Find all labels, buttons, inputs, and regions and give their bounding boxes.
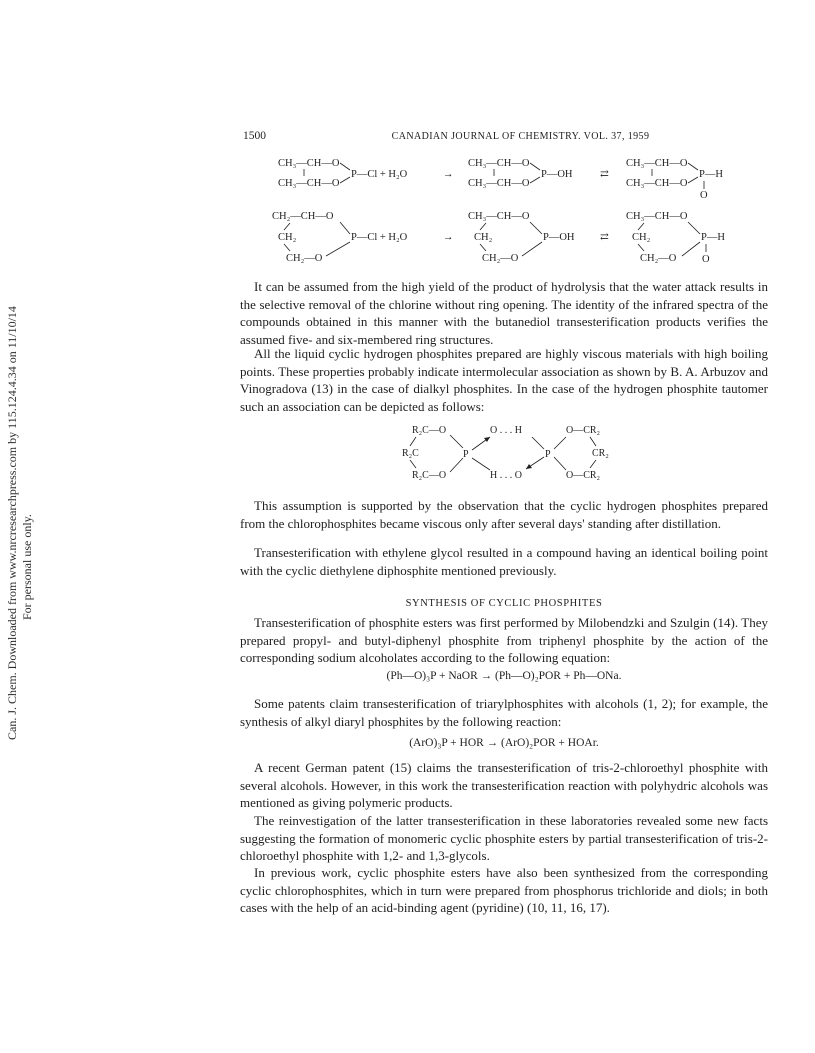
row2-tautomer <box>626 211 725 265</box>
hydrolysis-scheme <box>260 152 780 272</box>
formula-text: CH₂ <box>632 232 651 243</box>
formula-text: CH₂ <box>278 232 297 243</box>
formula-text: P <box>463 449 469 460</box>
formula-text: P—Cl + H₂O <box>351 232 408 243</box>
equation-1: (Ph—O)₃P + NaOR → (Ph—O)₂POR + Ph—ONa. <box>386 670 622 682</box>
formula-text: O . . . H <box>490 425 522 436</box>
paragraph-milobendzki: Transesterification of phosphite esters was first performed by Milobendzki and Szulgin (14). They prepared propyl- and butyl-diphenyl phosphite from triphenyl phosphite by the action of the corresponding sodium alcoholates according to the following equation: <box>240 615 768 666</box>
formula-text: CH₃—CH—O <box>278 158 340 169</box>
formula-text: CH₂—O <box>286 253 323 264</box>
formula-text: P <box>545 449 551 460</box>
download-notice-line2: For personal use only. <box>20 514 34 620</box>
download-notice-line1: Can. J. Chem. Downloaded from www.nrcresearchpress.com by 115.124.4.34 on 11/10/14 <box>5 306 19 740</box>
formula-text: CH₃—CH—O <box>468 178 530 189</box>
download-notice <box>2 230 52 750</box>
section-heading: SYNTHESIS OF CYCLIC PHOSPHITES <box>405 598 603 609</box>
paragraph-ethylene-glycol: Transesterification with ethylene glycol resulted in a compound having an identical boiling point with the cyclic diethylene diphosphite mentioned previously. <box>240 545 768 578</box>
association-diagram <box>400 420 640 486</box>
formula-text: O—CR₂ <box>566 470 601 481</box>
equilibrium-arrow: ⇄ <box>600 169 609 180</box>
paragraph-reinvestigation: The reinvestigation of the latter transesterification in these laboratories revealed some new facts suggesting the formation of monomeric cyclic phosphite esters by partial transesterification of tris-2-chloroethyl phosphite with 1,2- and 1,3-glycols. <box>240 813 768 864</box>
formula-text: P—Cl + H₂O <box>351 169 408 180</box>
formula-text: CH₃—CH—O <box>626 178 688 189</box>
formula-text: CH₃—CH—O <box>278 178 340 189</box>
row1-product <box>468 158 573 189</box>
formula-text: P—OH <box>543 232 575 243</box>
formula-text: CH₃—CH—O <box>468 211 530 222</box>
reaction-arrow: → <box>443 232 454 243</box>
reaction-arrow: → <box>443 169 454 180</box>
running-header <box>243 130 768 146</box>
row2-product <box>468 211 575 264</box>
equilibrium-arrow: ⇄ <box>600 232 609 243</box>
row2-reactant <box>272 211 408 264</box>
equation-2: (ArO)₃P + HOR → (ArO)₂POR + HOAr. <box>409 737 599 749</box>
formula-text: H . . . O <box>490 470 522 481</box>
page-number: 1500 <box>243 130 266 142</box>
paragraph-viscosity: All the liquid cyclic hydrogen phosphites prepared are highly viscous materials with high boiling points. These properties probably indicate intermolecular association as shown by B. A. Arbuzov and Vinogradova (13) in the case of dialkyl phosphites. In the case of the hydrogen phosphite tautomer such an association can be depicted as follows: <box>240 346 768 414</box>
paragraph-patents: Some patents claim transesterification of triarylphosphites with alcohols (1, 2); for example, the synthesis of alkyl diaryl phosphites by the following reaction: <box>240 696 768 729</box>
row1-tautomer <box>626 158 723 201</box>
formula-text: CH₃—CH—O <box>468 158 530 169</box>
formula-text: O <box>702 254 710 265</box>
paragraph-previous-work: In previous work, cyclic phosphite esters have also been synthesized from the corresponding cyclic chlorophosphites, which in turn were prepared from phosphorus trichloride and diols; in both cases with the help of an acid-binding agent (pyridine) (10, 11, 16, 17). <box>240 865 768 916</box>
formula-text: R₂C—O <box>412 470 447 481</box>
formula-text: CH₂—CH—O <box>272 211 334 222</box>
formula-text: O <box>700 190 708 201</box>
formula-text: CH₂—O <box>482 253 519 264</box>
formula-text: CH₃—CH—O <box>626 158 688 169</box>
formula-text: CH₂—O <box>640 253 677 264</box>
journal-title: CANADIAN JOURNAL OF CHEMISTRY. VOL. 37, 1959 <box>391 131 650 142</box>
formula-text: P—OH <box>541 169 573 180</box>
paragraph-hydrolysis: It can be assumed from the high yield of the product of hydrolysis that the water attack results in the selective removal of the chlorine without ring opening. The identity of the infrared spectra of the compounds obtained in this manner with the butanediol transesterification products verifies the assumed five- and six-membered ring structures. <box>240 279 768 347</box>
formula-text: P—H <box>701 232 725 243</box>
formula-text: CR₂ <box>592 448 609 459</box>
formula-text: R₂C <box>402 448 419 459</box>
formula-text: O—CR₂ <box>566 425 601 436</box>
formula-text: P—H <box>699 169 723 180</box>
paragraph-german-patent: A recent German patent (15) claims the transesterification of tris-2-chloroethyl phosphite with several alcohols. However, in this work the transesterification reaction with polyhydric alcohols was mentioned as giving polymeric products. <box>240 760 768 811</box>
formula-text: R₂C—O <box>412 425 447 436</box>
formula-text: CH₃—CH—O <box>626 211 688 222</box>
formula-text: CH₂ <box>474 232 493 243</box>
paragraph-assumption: This assumption is supported by the observation that the cyclic hydrogen phosphites prepared from the chlorophosphites became viscous only after several days' standing after distillation. <box>240 498 768 531</box>
row1-reactant <box>278 158 408 189</box>
